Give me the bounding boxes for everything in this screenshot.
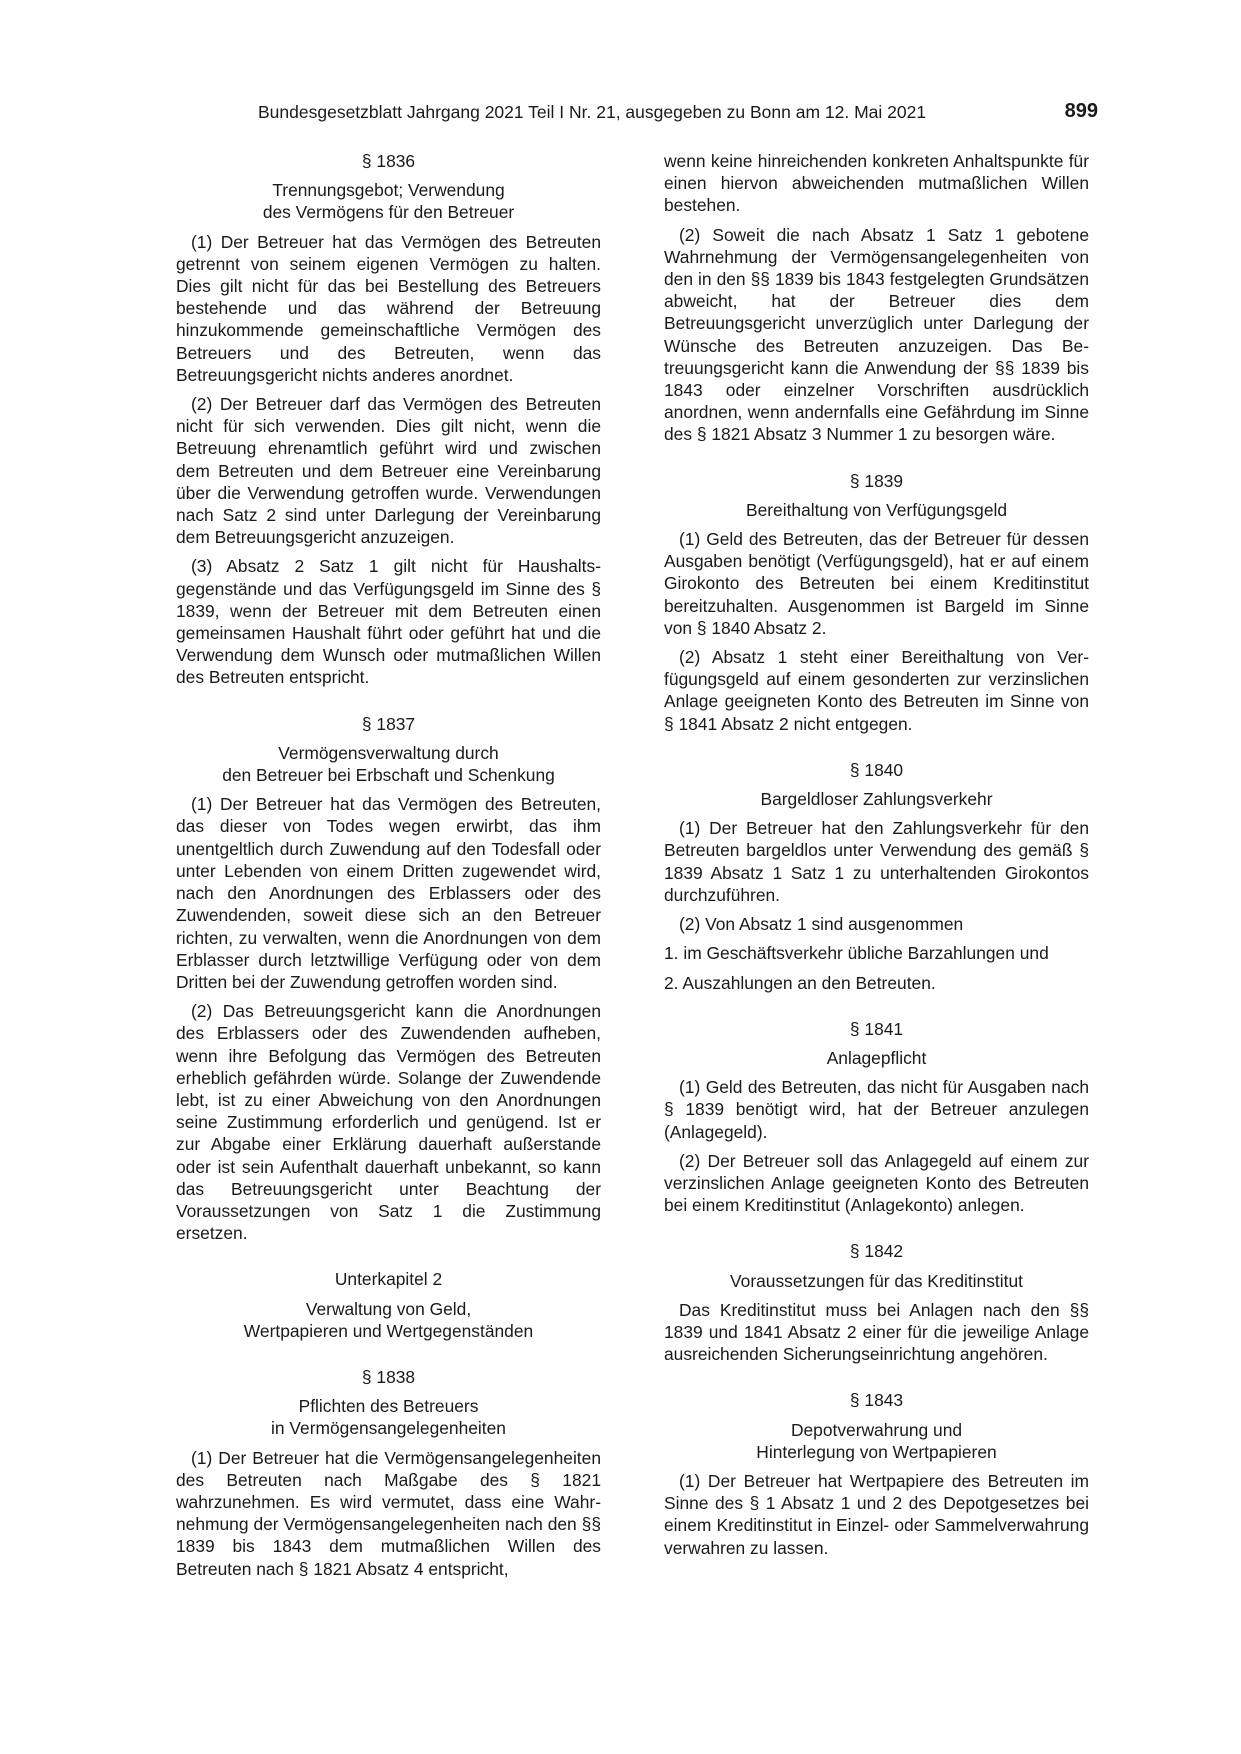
right-column (664, 150, 1089, 1559)
section-number: § 1843 (849, 1390, 904, 1411)
section-1837-heading (176, 713, 601, 787)
section-title: Pflichten des Betreuers in Vermögensangelegenheiten (271, 1396, 506, 1439)
paragraph: (2) Der Betreuer darf das Vermögen des Betreuten nicht für sich verwenden. Dies gilt nicht, wenn die Betreuung ehrenamtlich geführt wird und zwischen dem Betreuten und dem Betreuer eine Vereinbarung über die Verwendung getroffen wurde. Verwendungen nach Satz 2 sind unter Darlegung der Vereinbarung dem Betreuungsgericht anzuzeigen. (176, 394, 601, 548)
paragraph: (1) Der Betreuer hat den Zahlungsverkehr für den Betreuten bargeldlos unter Verwendung des gemäß § 1839 Absatz 1 Satz 1 zu unterhaltenden Girokontos durchzuführen. (664, 818, 1089, 905)
subchapter-label: Unterkapitel 2 (334, 1269, 443, 1290)
paragraph: (1) Der Betreuer hat Wertpapiere des Betreuten im Sinne des § 1 Absatz 1 und 2 des Depotgesetzes bei einem Kreditinstitut in Einzel- oder Sammelverwahrung verwahren zu lassen. (664, 1470, 1089, 1558)
section-title: Depotverwahrung und Hinterlegung von Wertpapieren (756, 1419, 997, 1462)
section-1842-heading (664, 1240, 1089, 1291)
section-1843-heading (664, 1389, 1089, 1463)
section-title: Voraussetzungen für das Kreditinstitut (730, 1270, 1023, 1291)
subchapter-heading (176, 1268, 601, 1342)
section-title: Bargeldloser Zahlungsverkehr (760, 789, 993, 810)
paragraph: (1) Der Betreuer hat die Vermögensangelegenheiten des Betreuten nach Maßgabe des § 1821 wahrzunehmen. Es wird vermutet, dass eine Wahrnehmung der Vermögensangelegenheiten nach den §§ 1839 bis 1843 dem mutmaßlichen Willen des Betreuten nach § 1821 Absatz 4 entspricht, (176, 1447, 601, 1579)
paragraph: Das Kreditinstitut muss bei Anlagen nach den §§ 1839 und 1841 Absatz 2 einer für die jeweilige Anlage ausreichenden Sicherungseinrichtung angehören. (664, 1299, 1089, 1365)
paragraph: (2) Soweit die nach Absatz 1 Satz 1 gebotene Wahrnehmung der Vermögensangelegenheiten von den in den §§ 1839 bis 1843 festgelegten Grundsätzen abweicht, hat der Betreuer dies dem Betreuungsgericht unverzüglich unter Darlegung der Wünsche des Betreuten anzuzeigen. Das Betreuungsgericht kann die Anwendung der §§ 1839 bis 1843 oder einzelner Vorschriften ausdrücklich anordnen, wenn andernfalls eine Gefährdung im Sinne des § 1821 Absatz 3 Nummer 1 zu besorgen wäre. (664, 224, 1089, 445)
paragraph: (2) Das Betreuungsgericht kann die Anordnungen des Erblassers oder des Zuwendenden aufheben, wenn ihre Befolgung das Vermögen des Betreuten erheblich gefährden würde. Solange der Zuwendende lebt, ist zu einer Abweichung von den Anordnungen seine Zustimmung erforderlich und genügend. Ist er zur Abgabe einer Erklärung dauerhaft außerstande oder ist sein Aufenthalt dauerhaft unbekannt, so kann das Betreuungsgericht unter Beachtung der Voraussetzungen von Satz 1 die Zustimmung ersetzen. (176, 1001, 601, 1244)
section-title: Anlagepflicht (826, 1047, 927, 1068)
page-number: 899 (1064, 100, 1098, 122)
section-number: § 1841 (849, 1018, 904, 1039)
subchapter-title: Verwaltung von Geld, Wertpapieren und Wertgegenständen (243, 1298, 534, 1341)
section-1838-heading (176, 1366, 601, 1440)
paragraph: (2) Absatz 1 steht einer Bereithaltung von Verfügungsgeld auf einem gesonderten zur verzinslichen Anlage geeigneten Konto des Betreuten im Sinne von § 1841 Absatz 2 nicht entgegen. (664, 647, 1089, 734)
section-number: § 1837 (361, 713, 416, 734)
left-column (176, 150, 601, 1580)
section-1841-heading (664, 1018, 1089, 1069)
paragraph: (1) Der Betreuer hat das Vermögen des Betreuten, das dieser von Todes wegen erwirbt, das ihm unentgeltlich durch Zuwendung auf den Todesfall oder unter Lebenden von einem Dritten zugewendet wird, nach den Anordnungen des Erblassers oder des Zuwendenden, soweit diese sich an den Betreuer richten, zu verwalten, wenn die Anordnungen von dem Erblasser durch letztwillige Verfügung oder von dem Dritten bei der Zuwendung getroffen worden sind. (176, 794, 601, 992)
paragraph: (2) Der Betreuer soll das Anlagegeld auf einem zur verzinslichen Anlage geeigneten Konto des Betreuten bei einem Kreditinstitut (Anlagekonto) anlegen. (664, 1150, 1089, 1216)
section-number: § 1838 (361, 1366, 416, 1387)
section-title: Bereithaltung von Verfügungsgeld (745, 499, 1008, 520)
section-number: § 1840 (849, 759, 904, 780)
section-1840-heading (664, 759, 1089, 810)
section-1839-heading (664, 470, 1089, 521)
paragraph: (1) Geld des Betreuten, das der Betreuer für dessen Ausgaben benötigt (Verfügungsgeld), hat er auf einem Girokonto des Betreuten bei einem Kreditinstitut bereitzuhalten. Ausgenommen ist Bargeld im Sinne von § 1840 Absatz 2. (664, 529, 1089, 638)
section-number: § 1836 (361, 151, 416, 171)
running-title: Bundesgesetzblatt Jahrgang 2021 Teil I Nr. 21, ausgegeben zu Bonn am 12. Mai 2021 (258, 102, 927, 122)
paragraph: (1) Geld des Betreuten, das nicht für Ausgaben nach § 1839 benötigt wird, hat der Betreuer anzulegen (Anlagegeld). (664, 1077, 1089, 1142)
paragraph-continued: wenn keine hinreichenden konkreten Anhaltspunkte für einen hiervon abweichenden mutmaßlichen Willen bestehen. (664, 151, 1089, 216)
paragraph: (1) Der Betreuer hat das Vermögen des Betreuten getrennt von seinem eigenen Vermögen zu halten. Dies gilt nicht für das bei Bestellung des Betreuers bestehende und das während der Betreuung hinzukommende gemeinschaftliche Vermögen des Betreuers und des Betreuten, wenn das Betreuungsgericht nichts anderes anordnet. (176, 231, 601, 385)
section-number: § 1839 (849, 470, 904, 491)
section-number: § 1842 (849, 1241, 904, 1262)
paragraph: (3) Absatz 2 Satz 1 gilt nicht für Haushaltsgegenstände und das Verfügungsgeld im Sinne des § 1839, wenn der Betreuer mit dem Betreuten einen gemeinsamen Haushalt führt oder geführt hat und die Verwendung dem Wunsch oder mutmaßlichen Willen des Betreuten entspricht. (176, 556, 601, 688)
paragraph: (2) Von Absatz 1 sind ausgenommen (679, 914, 964, 935)
section-1836-heading (176, 150, 601, 224)
section-title: Vermögensverwaltung durch den Betreuer bei Erbschaft und Schenkung (222, 742, 555, 786)
running-header (258, 100, 1098, 124)
section-title: Trennungsgebot; Verwendung des Vermögens für den Betreuer (262, 180, 515, 223)
list-item: 2. Auszahlungen an den Betreuten. (664, 972, 936, 993)
list-item: 1. im Geschäftsverkehr übliche Barzahlungen und (664, 943, 1049, 964)
